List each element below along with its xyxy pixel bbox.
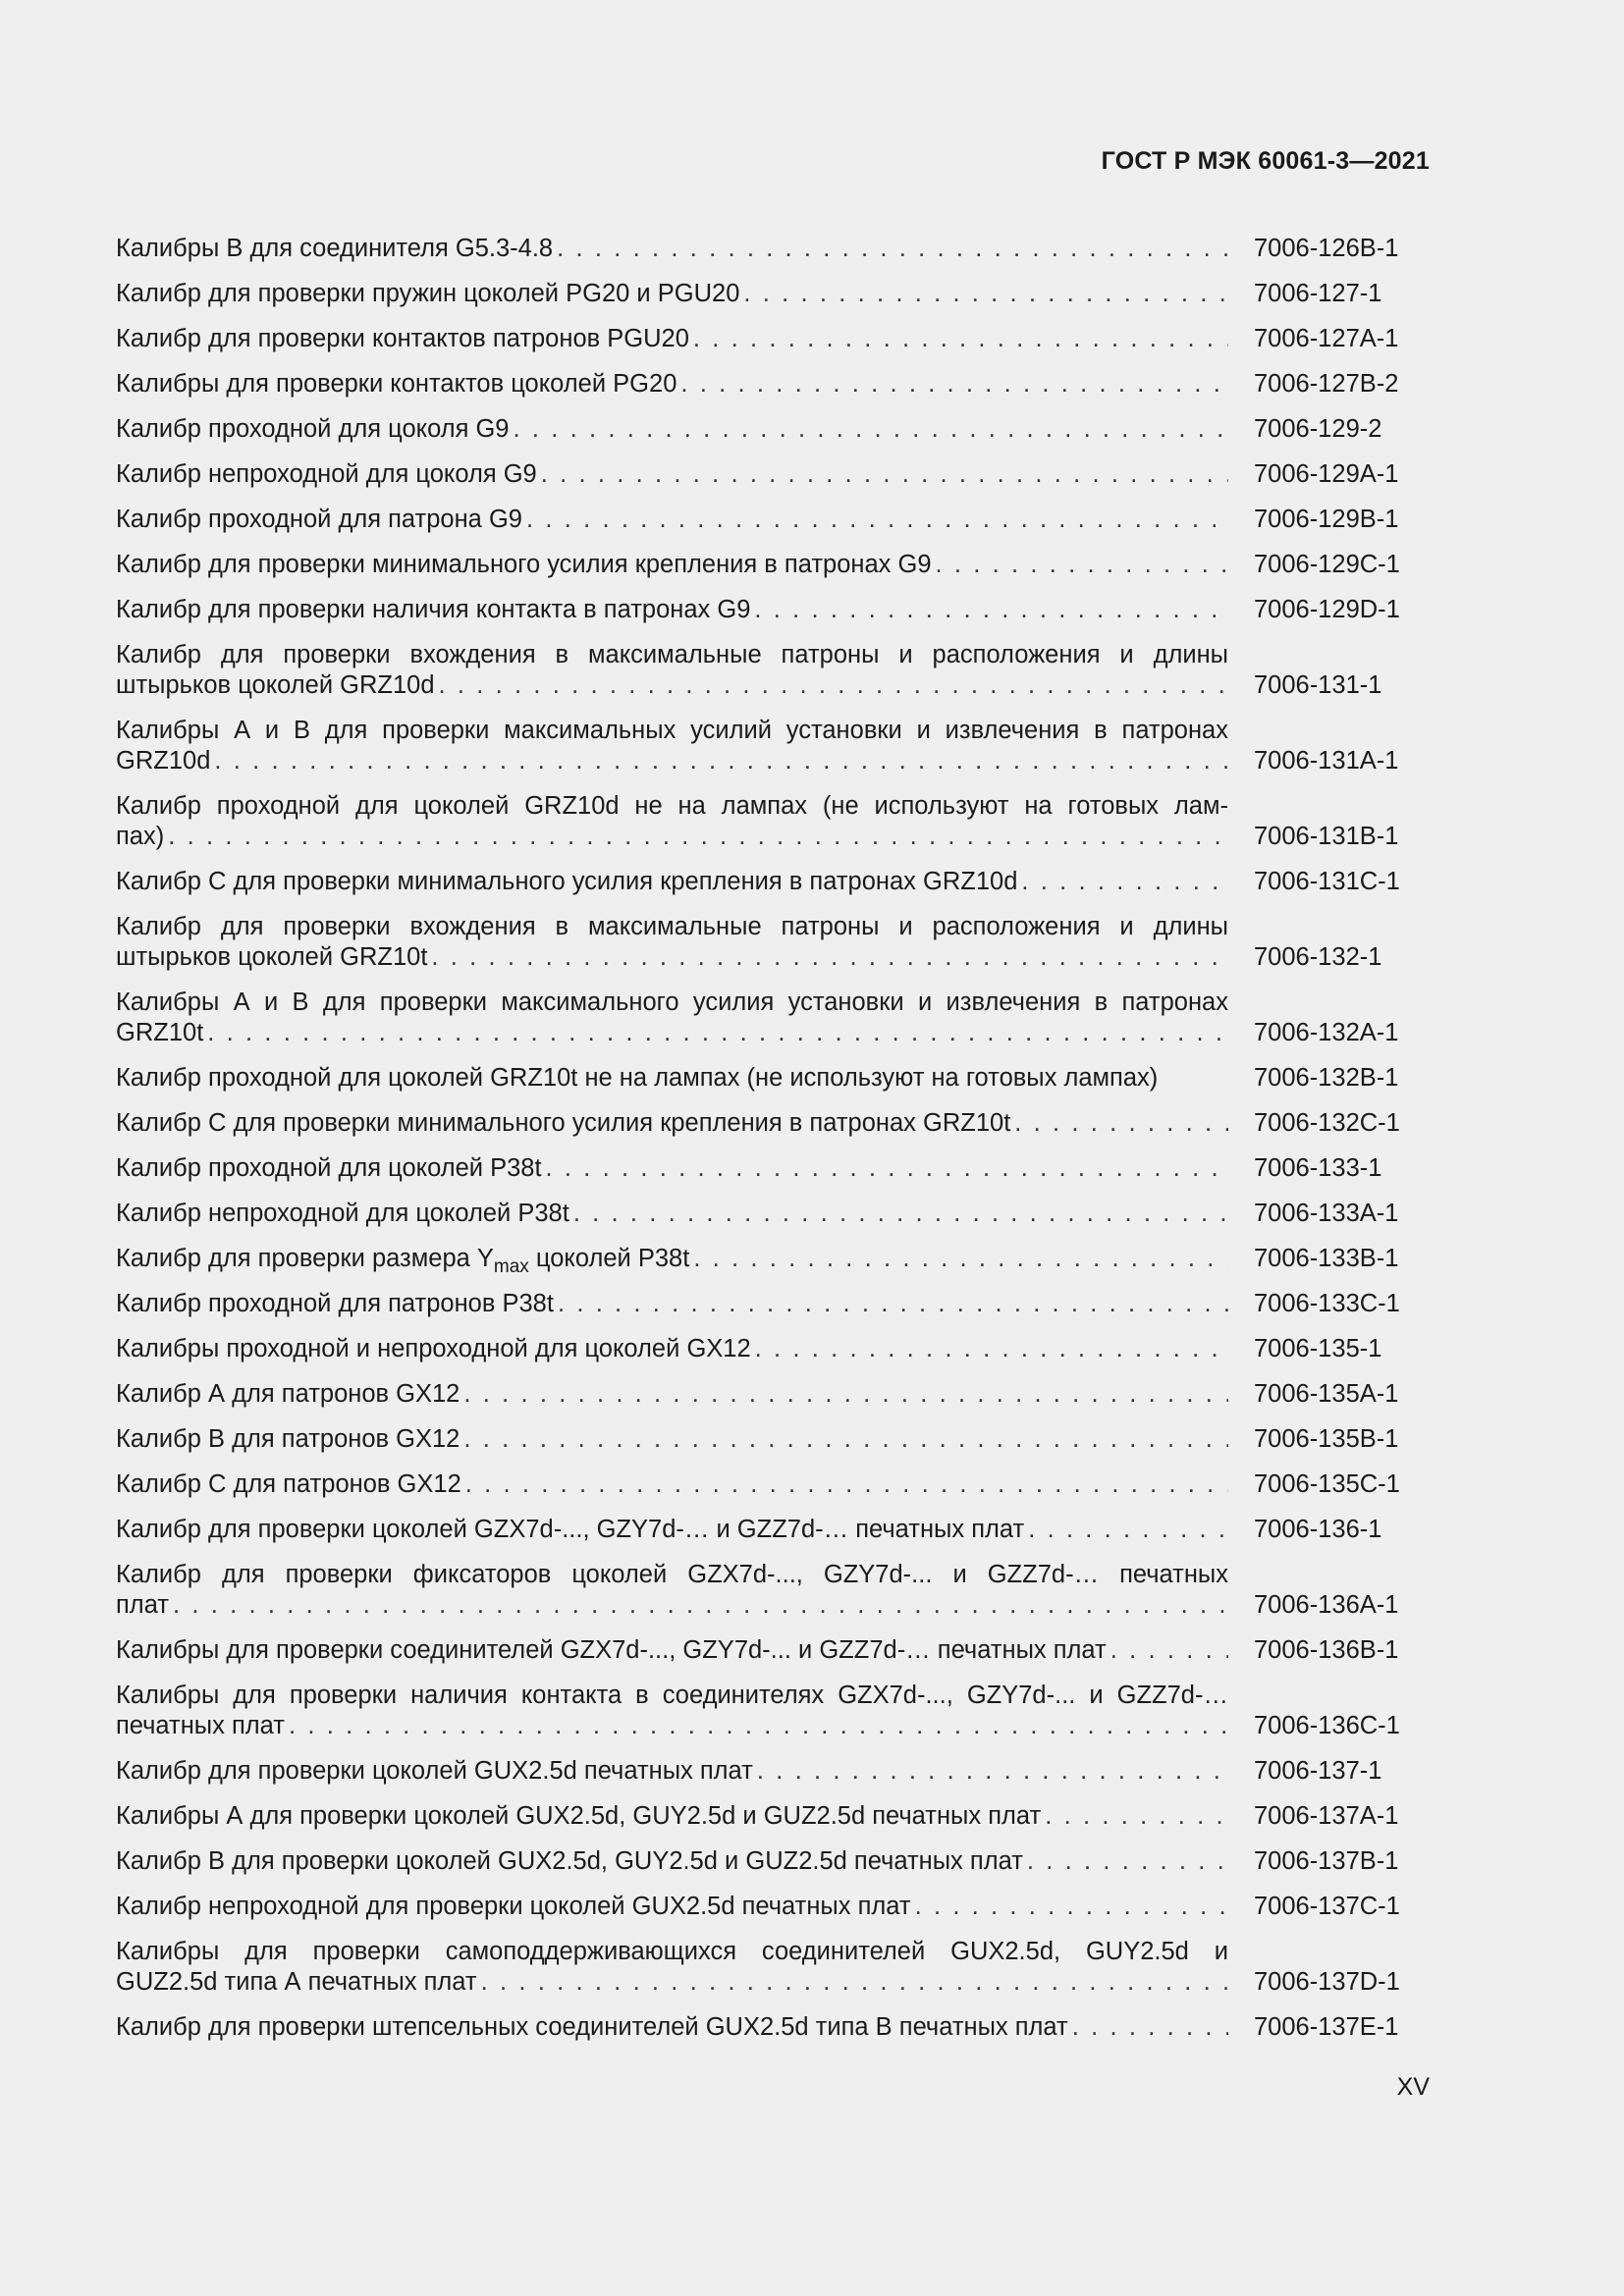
toc-entry[interactable]: [116, 867, 1412, 897]
toc-entry[interactable]: [116, 1756, 1412, 1787]
toc-entry-code: 7006-135B-1: [1254, 1425, 1399, 1453]
toc-entry-title: Калибр для проверки штепсельных соединителей GUX2.5d типа В печатных плат . . .: [116, 2012, 1228, 2043]
toc-entry-code: 7006-132C-1: [1254, 1109, 1400, 1137]
dot-leader: [1017, 867, 1228, 897]
toc-entry-title: Калибр проходной для патронов P38t . . .: [116, 1289, 1228, 1319]
dot-leader: [537, 459, 1228, 490]
toc-entry-code: 7006-137A-1: [1254, 1802, 1399, 1830]
toc-entry[interactable]: [116, 988, 1412, 1048]
toc-entry[interactable]: [116, 1515, 1412, 1545]
dot-leader: [1107, 1635, 1228, 1666]
toc-entry-code: 7006-135C-1: [1254, 1470, 1400, 1498]
toc-entry[interactable]: [116, 1846, 1412, 1877]
toc-entry-title: Калибр непроходной для проверки цоколей GUX2.5d печатных плат . . .: [116, 1892, 1228, 1922]
toc-entry-code: 7006-131A-1: [1254, 747, 1399, 774]
toc-entry[interactable]: [116, 1469, 1412, 1500]
toc-entry[interactable]: [116, 791, 1412, 852]
dot-leader: [553, 234, 1228, 264]
toc-entry[interactable]: [116, 1892, 1412, 1922]
dot-leader: [435, 670, 1228, 701]
toc-entry-title: Калибры А и В для проверки максимальных усилий установки и извлечения в патронах GRZ10d . . .: [116, 716, 1228, 776]
toc-entry-code: 7006-133B-1: [1254, 1245, 1399, 1272]
toc-entry-title: Калибры для проверки соединителей GZX7d-..., GZY7d-... и GZZ7d-… печатных плат . . .: [116, 1635, 1228, 1666]
toc-entry-title: Калибр С для проверки минимального усилия крепления в патронах GRZ10d . . .: [116, 867, 1228, 897]
toc-entry[interactable]: [116, 716, 1412, 776]
toc-entry-title: Калибр проходной для цоколя G9 . . .: [116, 414, 1228, 445]
toc-entry-code: 7006-136B-1: [1254, 1636, 1399, 1664]
toc-entry-code: 7006-137C-1: [1254, 1893, 1400, 1920]
standard-designation: ГОСТ Р МЭК 60061-3—2021: [1101, 147, 1430, 175]
toc-entry-title: Калибры А и В для проверки максимального усилия установки и извлечения в патронах GRZ10t . . .: [116, 988, 1228, 1048]
dot-leader: [210, 746, 1228, 776]
toc-entry[interactable]: [116, 550, 1412, 580]
dot-leader: [1010, 1108, 1228, 1139]
toc-entry-code: 7006-133C-1: [1254, 1290, 1400, 1317]
dot-leader: [750, 595, 1228, 625]
dot-leader: [911, 1892, 1228, 1922]
toc-entry-title: Калибр А для патронов GX12 . . .: [116, 1379, 1228, 1410]
toc-entry[interactable]: [116, 279, 1412, 309]
toc-entry-title: Калибр для проверки контактов патронов PGU20 . . .: [116, 324, 1228, 354]
dot-leader: [285, 1711, 1228, 1741]
dot-leader: [1024, 1515, 1228, 1545]
dot-leader: [689, 1244, 1228, 1274]
toc-entry-title: Калибр для проверки вхождения в максимальные патроны и расположения и длины штырьков цоколей GRZ10d . . .: [116, 640, 1228, 701]
toc-entry-title: Калибры для проверки контактов цоколей PG20 . . .: [116, 369, 1228, 400]
toc-entry[interactable]: [116, 1937, 1412, 1998]
toc-entry-title: Калибр проходной для цоколей GRZ10t не на лампах (не используют на готовых лампах): [116, 1064, 1159, 1092]
toc-entry-title: Калибр для проверки фиксаторов цоколей GZX7d-..., GZY7d-... и GZZ7d-… печатных плат . . .: [116, 1560, 1228, 1621]
toc-entry-code: 7006-127B-2: [1254, 370, 1399, 398]
toc-entry-code: 7006-136-1: [1254, 1516, 1382, 1543]
toc-entry[interactable]: [116, 324, 1412, 354]
toc-entry[interactable]: [116, 1560, 1412, 1621]
toc-entry-title: Калибры В для соединителя G5.3-4.8 . . .: [116, 234, 1228, 264]
toc-entry-code: 7006-133-1: [1254, 1154, 1382, 1182]
dot-leader: [522, 505, 1228, 535]
dot-leader: [753, 1756, 1228, 1787]
toc-entry-title: Калибр непроходной для цоколей P38t . . .: [116, 1199, 1228, 1229]
toc-entry-code: 7006-136A-1: [1254, 1591, 1399, 1619]
toc-entry-code: 7006-131-1: [1254, 671, 1382, 699]
toc-entry-code: 7006-137D-1: [1254, 1968, 1400, 1996]
toc-entry-title: Калибр для проверки цоколей GZX7d-..., GZY7d-… и GZZ7d-… печатных плат . . .: [116, 1515, 1228, 1545]
toc-entry-title: Калибр для проверки наличия контакта в патронах G9 . . .: [116, 595, 1228, 625]
toc-entry-title: Калибр С для патронов GX12 . . .: [116, 1469, 1228, 1500]
toc-entry-code: 7006-137-1: [1254, 1757, 1382, 1785]
dot-leader: [203, 1018, 1228, 1048]
toc-entry-title: Калибр В для проверки цоколей GUX2.5d, GUY2.5d и GUZ2.5d печатных плат . . .: [116, 1846, 1228, 1877]
toc-entry-code: 7006-129D-1: [1254, 596, 1400, 623]
toc-entry-code: 7006-132B-1: [1254, 1064, 1399, 1092]
toc-entry[interactable]: [116, 1289, 1412, 1319]
toc-entry[interactable]: [116, 640, 1412, 701]
toc-entry-code: 7006-135A-1: [1254, 1380, 1399, 1408]
toc-entry-title: Калибр проходной для цоколей GRZ10d не на лампах (не используют на готовых лам- пах) . . .: [116, 791, 1228, 852]
dot-leader: [1041, 1801, 1228, 1832]
toc-entry[interactable]: [116, 369, 1412, 400]
toc-entry[interactable]: [116, 1379, 1412, 1410]
dot-leader: [164, 822, 1228, 852]
toc-entry-code: 7006-131C-1: [1254, 868, 1400, 895]
table-of-contents: [116, 234, 1412, 2057]
toc-entry-title: Калибр В для патронов GX12 . . .: [116, 1424, 1228, 1455]
dot-leader: [427, 942, 1228, 973]
dot-leader: [689, 324, 1228, 354]
dot-leader: [932, 550, 1228, 580]
toc-entry[interactable]: [116, 1108, 1412, 1139]
toc-entry-code: 7006-131B-1: [1254, 823, 1399, 850]
dot-leader: [169, 1590, 1228, 1621]
toc-entry-code: 7006-133A-1: [1254, 1200, 1399, 1227]
toc-entry-title: Калибр для проверки минимального усилия крепления в патронах G9 . . .: [116, 550, 1228, 580]
toc-entry-title: Калибр проходной для патрона G9 . . .: [116, 505, 1228, 535]
toc-entry-title: Калибр для проверки размера $Y_{max}$ цоколей P38t . . .: [116, 1244, 1228, 1274]
toc-entry-title: Калибры А для проверки цоколей GUX2.5d, GUY2.5d и GUZ2.5d печатных плат . . .: [116, 1801, 1228, 1832]
dot-leader: [460, 1379, 1228, 1410]
toc-entry[interactable]: [116, 1424, 1412, 1455]
toc-entry[interactable]: [116, 459, 1412, 490]
toc-entry[interactable]: [116, 1334, 1412, 1364]
toc-entry-code: 7006-129A-1: [1254, 460, 1399, 488]
toc-entry-code: 7006-129B-1: [1254, 506, 1399, 533]
toc-entry[interactable]: [116, 1199, 1412, 1229]
toc-entry[interactable]: [116, 912, 1412, 973]
toc-entry-code: 7006-132-1: [1254, 943, 1382, 971]
toc-entry[interactable]: [116, 1635, 1412, 1666]
toc-entry[interactable]: [116, 1801, 1412, 1832]
dot-leader: [461, 1469, 1228, 1500]
toc-entry-title: Калибр для проверки вхождения в максимальные патроны и расположения и длины штырьков цоколей GRZ10t . . .: [116, 912, 1228, 973]
dot-leader: [751, 1334, 1228, 1364]
toc-entry[interactable]: [116, 234, 1412, 264]
dot-leader: [1023, 1846, 1228, 1877]
toc-entry[interactable]: [116, 1681, 1412, 1741]
toc-entry-title: Калибр непроходной для цоколя G9 . . .: [116, 459, 1228, 490]
toc-entry-code: 7006-129C-1: [1254, 551, 1400, 578]
dot-leader: [569, 1199, 1228, 1229]
toc-entry-code: 7006-132A-1: [1254, 1019, 1399, 1046]
toc-entry-title: Калибры для проверки самоподдерживающихся соединителей GUX2.5d, GUY2.5d и GUZ2.5d типа А печатных плат . . .: [116, 1937, 1228, 1998]
dot-leader: [677, 369, 1228, 400]
dot-leader: [739, 279, 1228, 309]
toc-entry-code: 7006-129-2: [1254, 415, 1382, 443]
toc-entry-code: 7006-137B-1: [1254, 1847, 1399, 1875]
toc-entry-code: 7006-137E-1: [1254, 2013, 1399, 2041]
toc-entry-title: Калибры для проверки наличия контакта в соединителях GZX7d-..., GZY7d-... и GZZ7d-… печатных плат . . .: [116, 1681, 1228, 1741]
toc-entry-code: 7006-126B-1: [1254, 235, 1399, 262]
dot-leader: [1068, 2012, 1228, 2043]
dot-leader: [542, 1153, 1228, 1184]
toc-entry-title: Калибры проходной и непроходной для цоколей GX12 . . .: [116, 1334, 1228, 1364]
toc-entry[interactable]: [116, 414, 1412, 445]
toc-entry[interactable]: [116, 1063, 1412, 1094]
toc-entry-code: 7006-136C-1: [1254, 1712, 1400, 1739]
toc-entry[interactable]: [116, 505, 1412, 535]
toc-entry-code: 7006-127-1: [1254, 280, 1382, 307]
toc-entry-title: Калибр проходной для цоколей P38t . . .: [116, 1153, 1228, 1184]
page-number: XV: [1396, 2073, 1430, 2101]
dot-leader: [460, 1424, 1228, 1455]
toc-entry[interactable]: [116, 595, 1412, 625]
toc-entry-title: Калибр для проверки пружин цоколей PG20 и PGU20 . . .: [116, 279, 1228, 309]
dot-leader: [477, 1967, 1228, 1998]
dot-leader: [509, 414, 1228, 445]
toc-entry[interactable]: [116, 1153, 1412, 1184]
toc-entry[interactable]: [116, 1244, 1412, 1274]
toc-entry-code: 7006-135-1: [1254, 1335, 1382, 1362]
toc-entry-title: Калибр С для проверки минимального усилия крепления в патронах GRZ10t . . .: [116, 1108, 1228, 1139]
toc-entry[interactable]: [116, 2012, 1412, 2043]
toc-entry-title: Калибр для проверки цоколей GUX2.5d печатных плат . . .: [116, 1756, 1228, 1787]
dot-leader: [554, 1289, 1228, 1319]
toc-entry-code: 7006-127A-1: [1254, 325, 1399, 352]
